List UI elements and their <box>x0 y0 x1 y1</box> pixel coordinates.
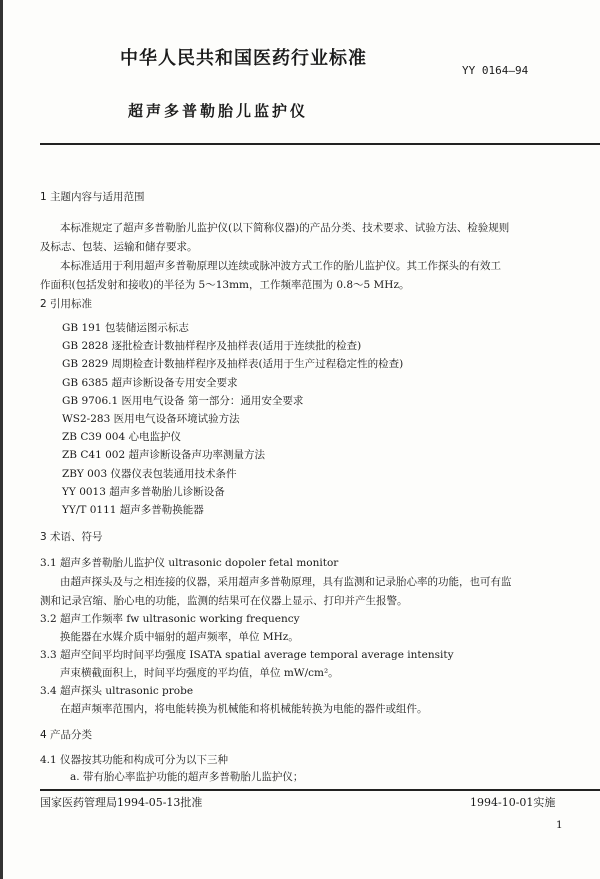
approval-date: 国家医药管理局1994-05-13批准 <box>40 796 203 809</box>
footer-rule <box>40 789 600 791</box>
reference-item: GB 6385 超声诊断设备专用安全要求 <box>62 376 238 389</box>
reference-item: GB 191 包装储运图示标志 <box>62 322 189 334</box>
paragraph-line: 由超声探头及与之相连接的仪器，采用超声多普勒原理，具有监测和记录胎心率的功能，也可有监 <box>60 576 512 588</box>
org-title: 中华人民共和国医药行业标准 <box>120 48 367 69</box>
paragraph-line: 测和记录宫缩、胎心电的功能，监测的结果可在仪器上显示、打印并产生报警。 <box>40 595 408 607</box>
paragraph-line: 及标志、包装、运输和储存要求。 <box>40 241 198 253</box>
reference-item: YY 0013 超声多普勒胎儿诊断设备 <box>62 485 225 498</box>
standard-code: YY 0164—94 <box>462 64 529 77</box>
section-2-heading: 2 引用标准 <box>40 298 93 310</box>
reference-item: WS2-283 医用电气设备环境试验方法 <box>62 413 240 425</box>
section-4-heading: 4 产品分类 <box>40 729 93 741</box>
paragraph-line: 在超声频率范围内，将电能转换为机械能和将机械能转换为电能的器件或组件。 <box>60 703 428 715</box>
reference-item: YY/T 0111 超声多普勒换能器 <box>62 504 204 516</box>
scan-edge <box>0 0 3 879</box>
reference-item: ZB C41 002 超声诊断设备声功率测量方法 <box>62 449 265 462</box>
term-3-2: 3.2 超声工作频率 fw ultrasonic working frequency <box>40 613 300 625</box>
reference-item: GB 2829 周期检查计数抽样程序及抽样表(适用于生产过程稳定性的检查) <box>62 358 404 371</box>
paragraph-line: 声束横截面积上，时间平均强度的平均值，单位 mW/cm²。 <box>60 667 339 679</box>
effective-date: 1994-10-01实施 <box>470 796 556 809</box>
paragraph-line: 本标准适用于利用超声多普勒原理以连续或脉冲波方式工作的胎儿监护仪。其工作探头的有效工 <box>60 260 501 272</box>
reference-item: GB 9706.1 医用电气设备 第一部分：通用安全要求 <box>62 394 304 407</box>
list-item: a. 带有胎心率监护功能的超声多普勒胎儿监护仪； <box>70 771 304 783</box>
doc-title: 超声多普勒胎儿监护仪 <box>128 102 309 120</box>
paragraph-line: 本标准规定了超声多普勒胎儿监护仪(以下简称仪器)的产品分类、技术要求、试验方法、检验规则 <box>60 222 510 234</box>
title-rule <box>40 143 600 145</box>
page-number: 1 <box>556 819 563 831</box>
clause-4-1: 4.1 仪器按其功能和构成可分为以下三种 <box>40 754 229 766</box>
term-3-1: 3.1 超声多普勒胎儿监护仪 ultrasonic dopoler fetal monitor <box>40 557 339 569</box>
reference-item: GB 2828 逐批检查计数抽样程序及抽样表(适用于连续批的检查) <box>62 340 362 353</box>
paragraph-line: 换能器在水媒介质中辐射的超声频率，单位 MHz。 <box>60 631 299 643</box>
reference-item: ZB C39 004 心电监护仪 <box>62 431 181 444</box>
term-3-4: 3.4 超声探头 ultrasonic probe <box>40 685 194 697</box>
reference-item: ZBY 003 仪器仪表包装通用技术条件 <box>62 467 237 480</box>
paragraph-line: 作面积(包括发射和接收)的半径为 5～13mm，工作频率范围为 0.8～5 MHz。 <box>40 279 410 291</box>
section-1-heading: 1 主题内容与适用范围 <box>40 191 145 203</box>
term-3-3: 3.3 超声空间平均时间平均强度 ISATA spatial average temporal average intensity <box>40 649 454 661</box>
section-3-heading: 3 术语、符号 <box>40 531 103 543</box>
